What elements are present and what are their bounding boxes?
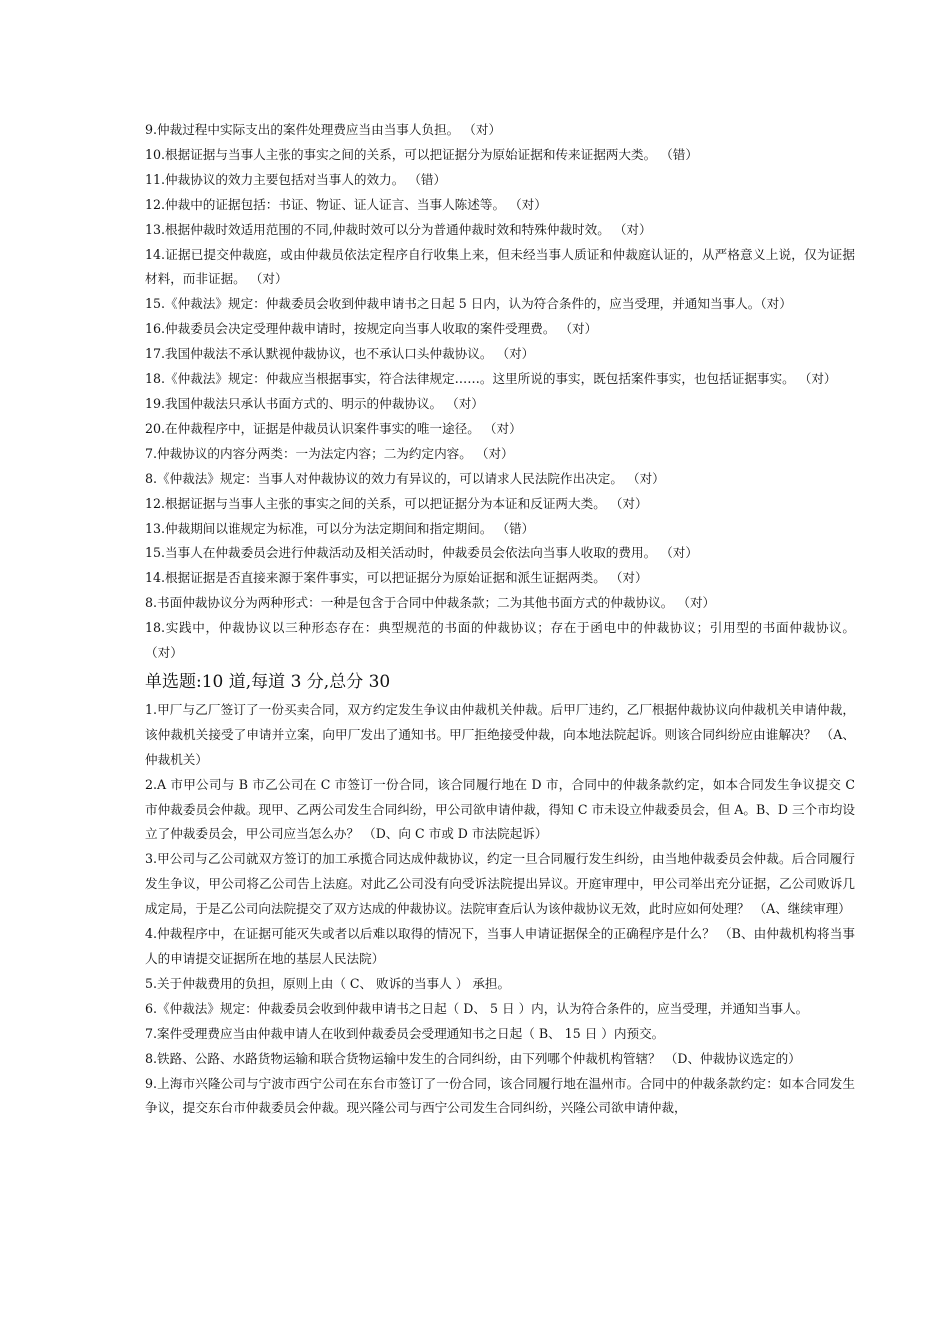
choice-item: 4.仲裁程序中，在证据可能灭失或者以后难以取得的情况下，当事人申请证据保全的正确程序是什么？ （B、由仲裁机构将当事人的申请提交证据所在地的基层人民法院） (145, 926, 855, 966)
judgment-section (145, 118, 860, 666)
judgment-item: 16.仲裁委员会决定受理仲裁申请时，按规定向当事人收取的案件受理费。 （对） (145, 321, 598, 337)
choice-item: 6.《仲裁法》规定：仲裁委员会收到仲裁申请书之日起（ D、 5 日 ）内，认为符合条件的，应当受理，并通知当事人。 (145, 1000, 809, 1016)
judgment-item: 8.书面仲裁协议分为两种形式：一种是包含于合同中仲裁条款；二为其他书面方式的仲裁协议。 （对） (145, 595, 716, 611)
choice-section (145, 698, 860, 1121)
judgment-item: 9.仲裁过程中实际支出的案件处理费应当由当事人负担。 （对） (145, 122, 502, 137)
judgment-item: 13.仲裁期间以谁规定为标准，可以分为法定期间和指定期间。 （错） (145, 520, 535, 536)
judgment-item: 8.《仲裁法》规定：当事人对仲裁协议的效力有异议的，可以请求人民法院作出决定。 （对） (145, 470, 665, 486)
judgment-item: 14.证据已提交仲裁庭，或由仲裁员依法定程序自行收集上来，但未经当事人质证和仲裁庭认证的，从严格意义上说，仅为证据材料，而非证据。 （对） (145, 246, 855, 287)
judgment-item: 20.在仲裁程序中，证据是仲裁员认识案件事实的唯一途径。 （对） (145, 420, 522, 436)
choice-item: 7.案件受理费应当由仲裁申请人在收到仲裁委员会受理通知书之日起（ B、 15 日 ）内预交。 (145, 1025, 665, 1041)
choice-item: 9.上海市兴隆公司与宁波市西宁公司在东台市签订了一份合同，该合同履行地在温州市。合同中的仲裁条款约定：如本合同发生争议，提交东台市仲裁委员会仲裁。现兴隆公司与西宁公司发生合同纠纷，兴隆公司欲申请仲裁， (145, 1075, 855, 1116)
judgment-item: 18.《仲裁法》规定：仲裁应当根据事实，符合法律规定……。这里所说的事实，既包括案件事实，也包括证据事实。 （对） (145, 371, 837, 387)
judgment-item: 18.实践中，仲裁协议以三种形态存在：典型规范的书面的仲裁协议；存在于函电中的仲裁协议；引用型的书面仲裁协议。 （对） (145, 620, 860, 661)
judgment-item: 13.根据仲裁时效适用范围的不同,仲裁时效可以分为普通仲裁时效和特殊仲裁时效。 （对） (145, 221, 652, 237)
judgment-item: 15.当事人在仲裁委员会进行仲裁活动及相关活动时，仲裁委员会依法向当事人收取的费用。 （对） (145, 545, 698, 561)
judgment-item: 15.《仲裁法》规定：仲裁委员会收到仲裁申请书之日起 5 日内，认为符合条件的，应当受理，并通知当事人。（对） (145, 296, 792, 312)
document-page (145, 118, 860, 1121)
choice-item: 2.A 市甲公司与 B 市乙公司在 C 市签订一份合同，该合同履行地在 D 市，合同中的仲裁条款约定，如本合同发生争议提交 C 市仲裁委员会仲裁。现甲、乙两公司发生合同纠纷，甲公司欲申请仲裁，得知 C 市未设立仲裁委员会，但 A。B、D 三个市均设立了仲裁委员会，甲公司应当怎么办？ （D、向 C 市或 D 市法院起诉） (145, 776, 860, 842)
judgment-item: 12.根据证据与当事人主张的事实之间的关系，可以把证据分为本证和反证两大类。 （对） (145, 495, 648, 511)
judgment-item: 10.根据证据与当事人主张的事实之间的关系，可以把证据分为原始证据和传来证据两大类。 （错） (145, 146, 698, 162)
judgment-item: 17.我国仲裁法不承认默视仲裁协议，也不承认口头仲裁协议。 （对） (145, 346, 535, 362)
choice-item: 5.关于仲裁费用的负担，原则上由（ C、 败诉的当事人 ） 承担。 (145, 975, 511, 991)
judgment-item: 12.仲裁中的证据包括：书证、物证、证人证言、当事人陈述等。 （对） (145, 196, 547, 212)
choice-item: 8.铁路、公路、水路货物运输和联合货物运输中发生的合同纠纷，由下列哪个仲裁机构管辖？ （D、仲裁协议选定的） (145, 1050, 801, 1066)
choice-item: 1.甲厂与乙厂签订了一份买卖合同，双方约定发生争议由仲裁机关仲裁。后甲厂违约，乙厂根据仲裁协议向仲裁机关申请仲裁，该仲裁机关接受了申请并立案，向甲厂发出了通知书。甲厂拒绝接受仲裁，向本地法院起诉。则该合同纠纷应由谁解决？ （A、仲裁机关） (145, 701, 855, 767)
judgment-item: 11.仲裁协议的效力主要包括对当事人的效力。 （错） (145, 171, 447, 187)
choice-item: 3.甲公司与乙公司就双方签订的加工承揽合同达成仲裁协议，约定一旦合同履行发生纠纷，由当地仲裁委员会仲裁。后合同履行发生争议，甲公司将乙公司告上法庭。对此乙公司没有向受诉法院提出异议。开庭审理中，甲公司举出充分证据，乙公司败诉几成定局，于是乙公司向法院提交了双方达成的仲裁协议。法院审查后认为该仲裁协议无效，此时应如何处理？ （A、继续审理） (145, 851, 855, 917)
judgment-item: 14.根据证据是否直接来源于案件事实，可以把证据分为原始证据和派生证据两类。 （对） (145, 570, 648, 586)
section-heading: 单选题:10 道,每道 3 分,总分 30 (145, 671, 391, 692)
judgment-item: 7.仲裁协议的内容分两类：一为法定内容；二为约定内容。 （对） (145, 445, 514, 461)
judgment-item: 19.我国仲裁法只承认书面方式的、明示的仲裁协议。 （对） (145, 395, 484, 411)
